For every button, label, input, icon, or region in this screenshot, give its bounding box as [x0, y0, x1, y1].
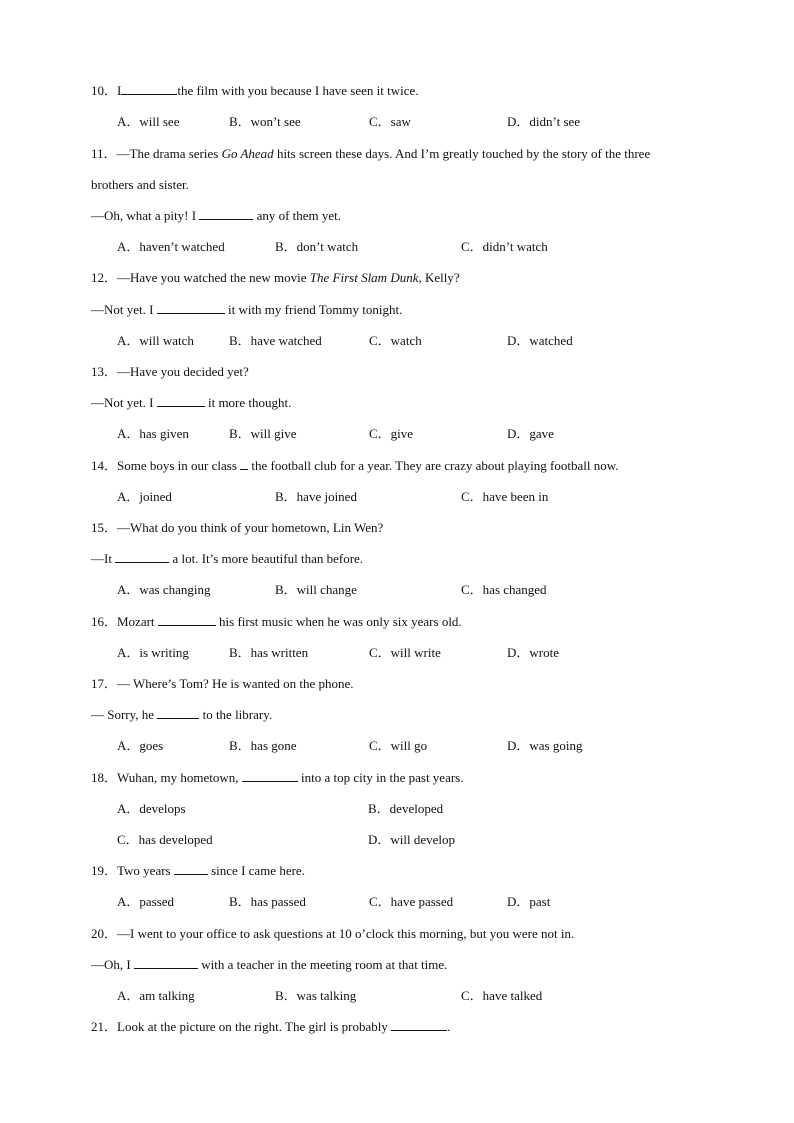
option-b[interactable]: B．will give [229, 426, 297, 441]
option-a[interactable]: A．develops [117, 801, 186, 816]
answer-blank[interactable] [391, 1018, 447, 1031]
question-17-reply: — Sorry, he to the library. [91, 707, 273, 722]
question-13-reply: —Not yet. I it more thought. [91, 395, 292, 410]
option-b[interactable]: B．have joined [275, 489, 357, 504]
option-c[interactable]: C．has changed [461, 582, 547, 597]
option-c[interactable]: C．didn’t watch [461, 239, 548, 254]
option-a[interactable]: A．haven’t watched [117, 239, 225, 254]
question-13-stem: 13．—Have you decided yet? [91, 364, 249, 379]
drama-title: Go Ahead [221, 146, 274, 161]
option-a[interactable]: A．joined [117, 489, 172, 504]
option-b[interactable]: B．has passed [229, 894, 306, 909]
option-d[interactable]: D．didn’t see [507, 114, 581, 129]
question-11-stem-cont: brothers and sister. [91, 177, 189, 192]
question-12-stem: 12．—Have you watched the new movie The First Slam Dunk, Kelly? [91, 270, 460, 285]
option-a[interactable]: A．am talking [117, 988, 195, 1003]
answer-blank[interactable] [121, 82, 177, 95]
question-12-reply: —Not yet. I it with my friend Tommy tonight. [91, 302, 403, 317]
option-a[interactable]: A．will see [117, 114, 180, 129]
answer-blank[interactable] [240, 457, 248, 470]
option-d[interactable]: D．wrote [507, 645, 559, 660]
question-11-stem: 11．—The drama series Go Ahead hits screen these days. And I’m greatly touched by the story of the three [91, 146, 651, 161]
option-d[interactable]: D．past [507, 894, 551, 909]
option-b[interactable]: B．will change [275, 582, 357, 597]
answer-blank[interactable] [242, 769, 298, 782]
option-a[interactable]: A．was changing [117, 582, 211, 597]
option-b[interactable]: B．developed [368, 801, 444, 816]
option-c[interactable]: C．saw [369, 114, 411, 129]
option-d[interactable]: D．was going [507, 738, 583, 753]
answer-blank[interactable] [115, 550, 169, 563]
option-c[interactable]: C．watch [369, 333, 422, 348]
option-a[interactable]: A．is writing [117, 645, 189, 660]
question-11-reply: —Oh, what a pity! I any of them yet. [91, 208, 342, 223]
question-19-stem: 19．Two years since I came here. [91, 863, 305, 878]
option-d[interactable]: D．will develop [368, 832, 456, 847]
option-b[interactable]: B．was talking [275, 988, 357, 1003]
question-18-stem: 18．Wuhan, my hometown, into a top city in the past years. [91, 770, 464, 785]
question-10-stem: 10．I the film with you because I have seen it twice. [91, 83, 419, 98]
option-b[interactable]: B．has written [229, 645, 309, 660]
question-20-reply: —Oh, I with a teacher in the meeting room at that time. [91, 957, 448, 972]
answer-blank[interactable] [157, 301, 225, 314]
answer-blank[interactable] [157, 394, 205, 407]
question-14-stem: 14．Some boys in our class the football club for a year. They are crazy about playing football now. [91, 458, 619, 473]
option-b[interactable]: B．don’t watch [275, 239, 359, 254]
option-b[interactable]: B．have watched [229, 333, 322, 348]
option-a[interactable]: A．will watch [117, 333, 194, 348]
option-c[interactable]: C．will go [369, 738, 428, 753]
option-c[interactable]: C．has developed [117, 832, 213, 847]
option-d[interactable]: D．watched [507, 333, 573, 348]
option-c[interactable]: C．have passed [369, 894, 454, 909]
question-15-stem: 15．—What do you think of your hometown, Lin Wen? [91, 520, 384, 535]
question-21-stem: 21．Look at the picture on the right. The girl is probably . [91, 1019, 451, 1034]
question-16-stem: 16．Mozart his first music when he was only six years old. [91, 614, 462, 629]
question-15-reply: —It a lot. It’s more beautiful than before. [91, 551, 364, 566]
question-17-stem: 17．— Where’s Tom? He is wanted on the phone. [91, 676, 354, 691]
movie-title: The First Slam Dunk [309, 270, 419, 285]
option-a[interactable]: A．has given [117, 426, 189, 441]
option-c[interactable]: C．will write [369, 645, 441, 660]
option-b[interactable]: B．has gone [229, 738, 297, 753]
option-a[interactable]: A．goes [117, 738, 164, 753]
answer-blank[interactable] [134, 956, 198, 969]
option-b[interactable]: B．won’t see [229, 114, 301, 129]
option-c[interactable]: C．have talked [461, 988, 543, 1003]
answer-blank[interactable] [157, 706, 199, 719]
option-c[interactable]: C．give [369, 426, 414, 441]
answer-blank[interactable] [199, 207, 253, 220]
answer-blank[interactable] [158, 613, 216, 626]
option-c[interactable]: C．have been in [461, 489, 549, 504]
option-a[interactable]: A．passed [117, 894, 175, 909]
answer-blank[interactable] [174, 862, 208, 875]
question-20-stem: 20．—I went to your office to ask questions at 10 o’clock this morning, but you were not in. [91, 926, 575, 941]
option-d[interactable]: D．gave [507, 426, 554, 441]
